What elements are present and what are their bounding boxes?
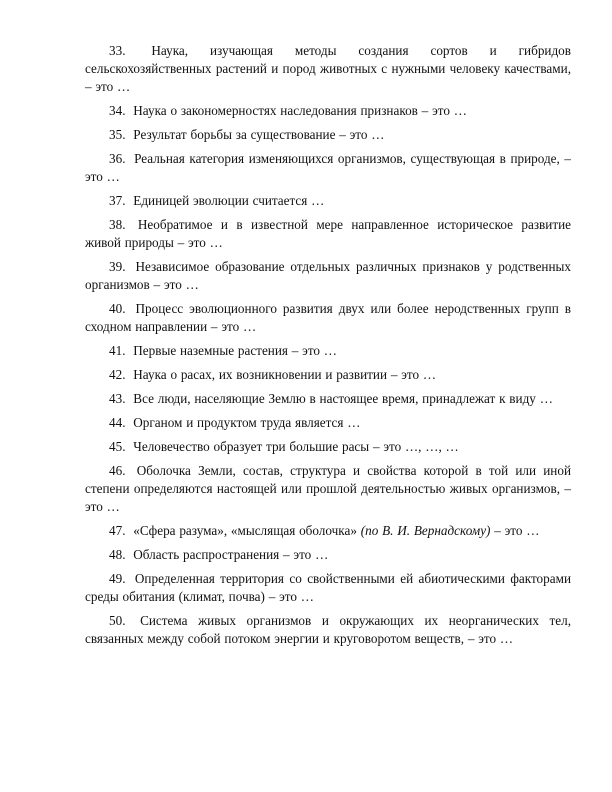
question-number: 49.	[109, 571, 126, 586]
question-number: 42.	[109, 367, 126, 382]
question-item-40	[85, 300, 571, 336]
question-number: 50.	[109, 613, 126, 628]
question-number: 40.	[109, 301, 126, 316]
question-item-45	[85, 438, 571, 456]
question-text: Результат борьбы за существование – это …	[133, 127, 385, 142]
question-number: 43.	[109, 391, 126, 406]
question-list	[85, 42, 571, 654]
question-text: Система живых организмов и окружающих их неорганических тел, связанных между собой потоком энергии и круговоротом веществ, – это …	[85, 613, 571, 646]
question-item-48	[85, 546, 571, 564]
question-text: Все люди, населяющие Землю в настоящее время, принадлежат к виду …	[133, 391, 553, 406]
question-item-36	[85, 150, 571, 186]
question-item-39	[85, 258, 571, 294]
question-text: Определенная территория со свойственными ей абиотическими факторами среды обитания (климат, почва) – это …	[85, 571, 572, 604]
question-number: 41.	[109, 343, 126, 358]
question-number: 44.	[109, 415, 126, 430]
question-text: Наука о закономерностях наследования признаков – это …	[133, 103, 467, 118]
question-item-46	[85, 462, 571, 516]
question-number: 33.	[109, 43, 126, 58]
question-italic-source: (по В. И. Вернадскому)	[360, 523, 491, 538]
question-text: Независимое образование отдельных различных признаков у родственных организмов – это …	[85, 259, 572, 292]
question-text: Оболочка Земли, состав, структура и свойства которой в той или иной степени определяются настоящей или прошлой деятельностью живых организмов, – это …	[85, 463, 571, 514]
question-text: Первые наземные растения – это …	[133, 343, 337, 358]
question-number: 34.	[109, 103, 126, 118]
question-text: Наука о расах, их возникновении и развитии – это …	[133, 367, 437, 382]
question-number: 39.	[109, 259, 126, 274]
question-text: Органом и продуктом труда является …	[133, 415, 361, 430]
question-item-35	[85, 126, 571, 144]
question-text: Наука, изучающая методы создания сортов и гибридов сельскохозяйственных растений и пород животных с нужными человеку качествами, – это …	[85, 43, 571, 94]
question-item-49	[85, 570, 571, 606]
question-number: 45.	[109, 439, 126, 454]
question-text: Реальная категория изменяющихся организмов, существующая в природе, – это …	[85, 151, 571, 184]
question-item-38	[85, 216, 571, 252]
question-item-43	[85, 390, 571, 408]
question-number: 47.	[109, 523, 126, 538]
question-text: Необратимое и в известной мере направленное историческое развитие живой природы – это …	[85, 217, 572, 250]
question-item-33	[85, 42, 571, 96]
question-item-37	[85, 192, 571, 210]
question-text: Человечество образует три большие расы – это …, …, …	[133, 439, 459, 454]
question-number: 37.	[109, 193, 126, 208]
question-item-42	[85, 366, 571, 384]
question-number: 36.	[109, 151, 126, 166]
question-text: Область распространения – это …	[133, 547, 329, 562]
question-item-50	[85, 612, 571, 648]
question-number: 48.	[109, 547, 126, 562]
question-item-44	[85, 414, 571, 432]
question-number: 35.	[109, 127, 126, 142]
question-item-47	[85, 522, 571, 540]
question-number: 46.	[109, 463, 126, 478]
question-number: 38.	[109, 217, 126, 232]
question-text: Процесс эволюционного развития двух или более неродственных групп в сходном направлении – это …	[85, 301, 571, 334]
question-suffix: – это …	[494, 523, 540, 538]
question-text: «Сфера разума», «мыслящая оболочка»	[133, 523, 357, 538]
question-item-34	[85, 102, 571, 120]
question-item-41	[85, 342, 571, 360]
question-text: Единицей эволюции считается …	[133, 193, 325, 208]
